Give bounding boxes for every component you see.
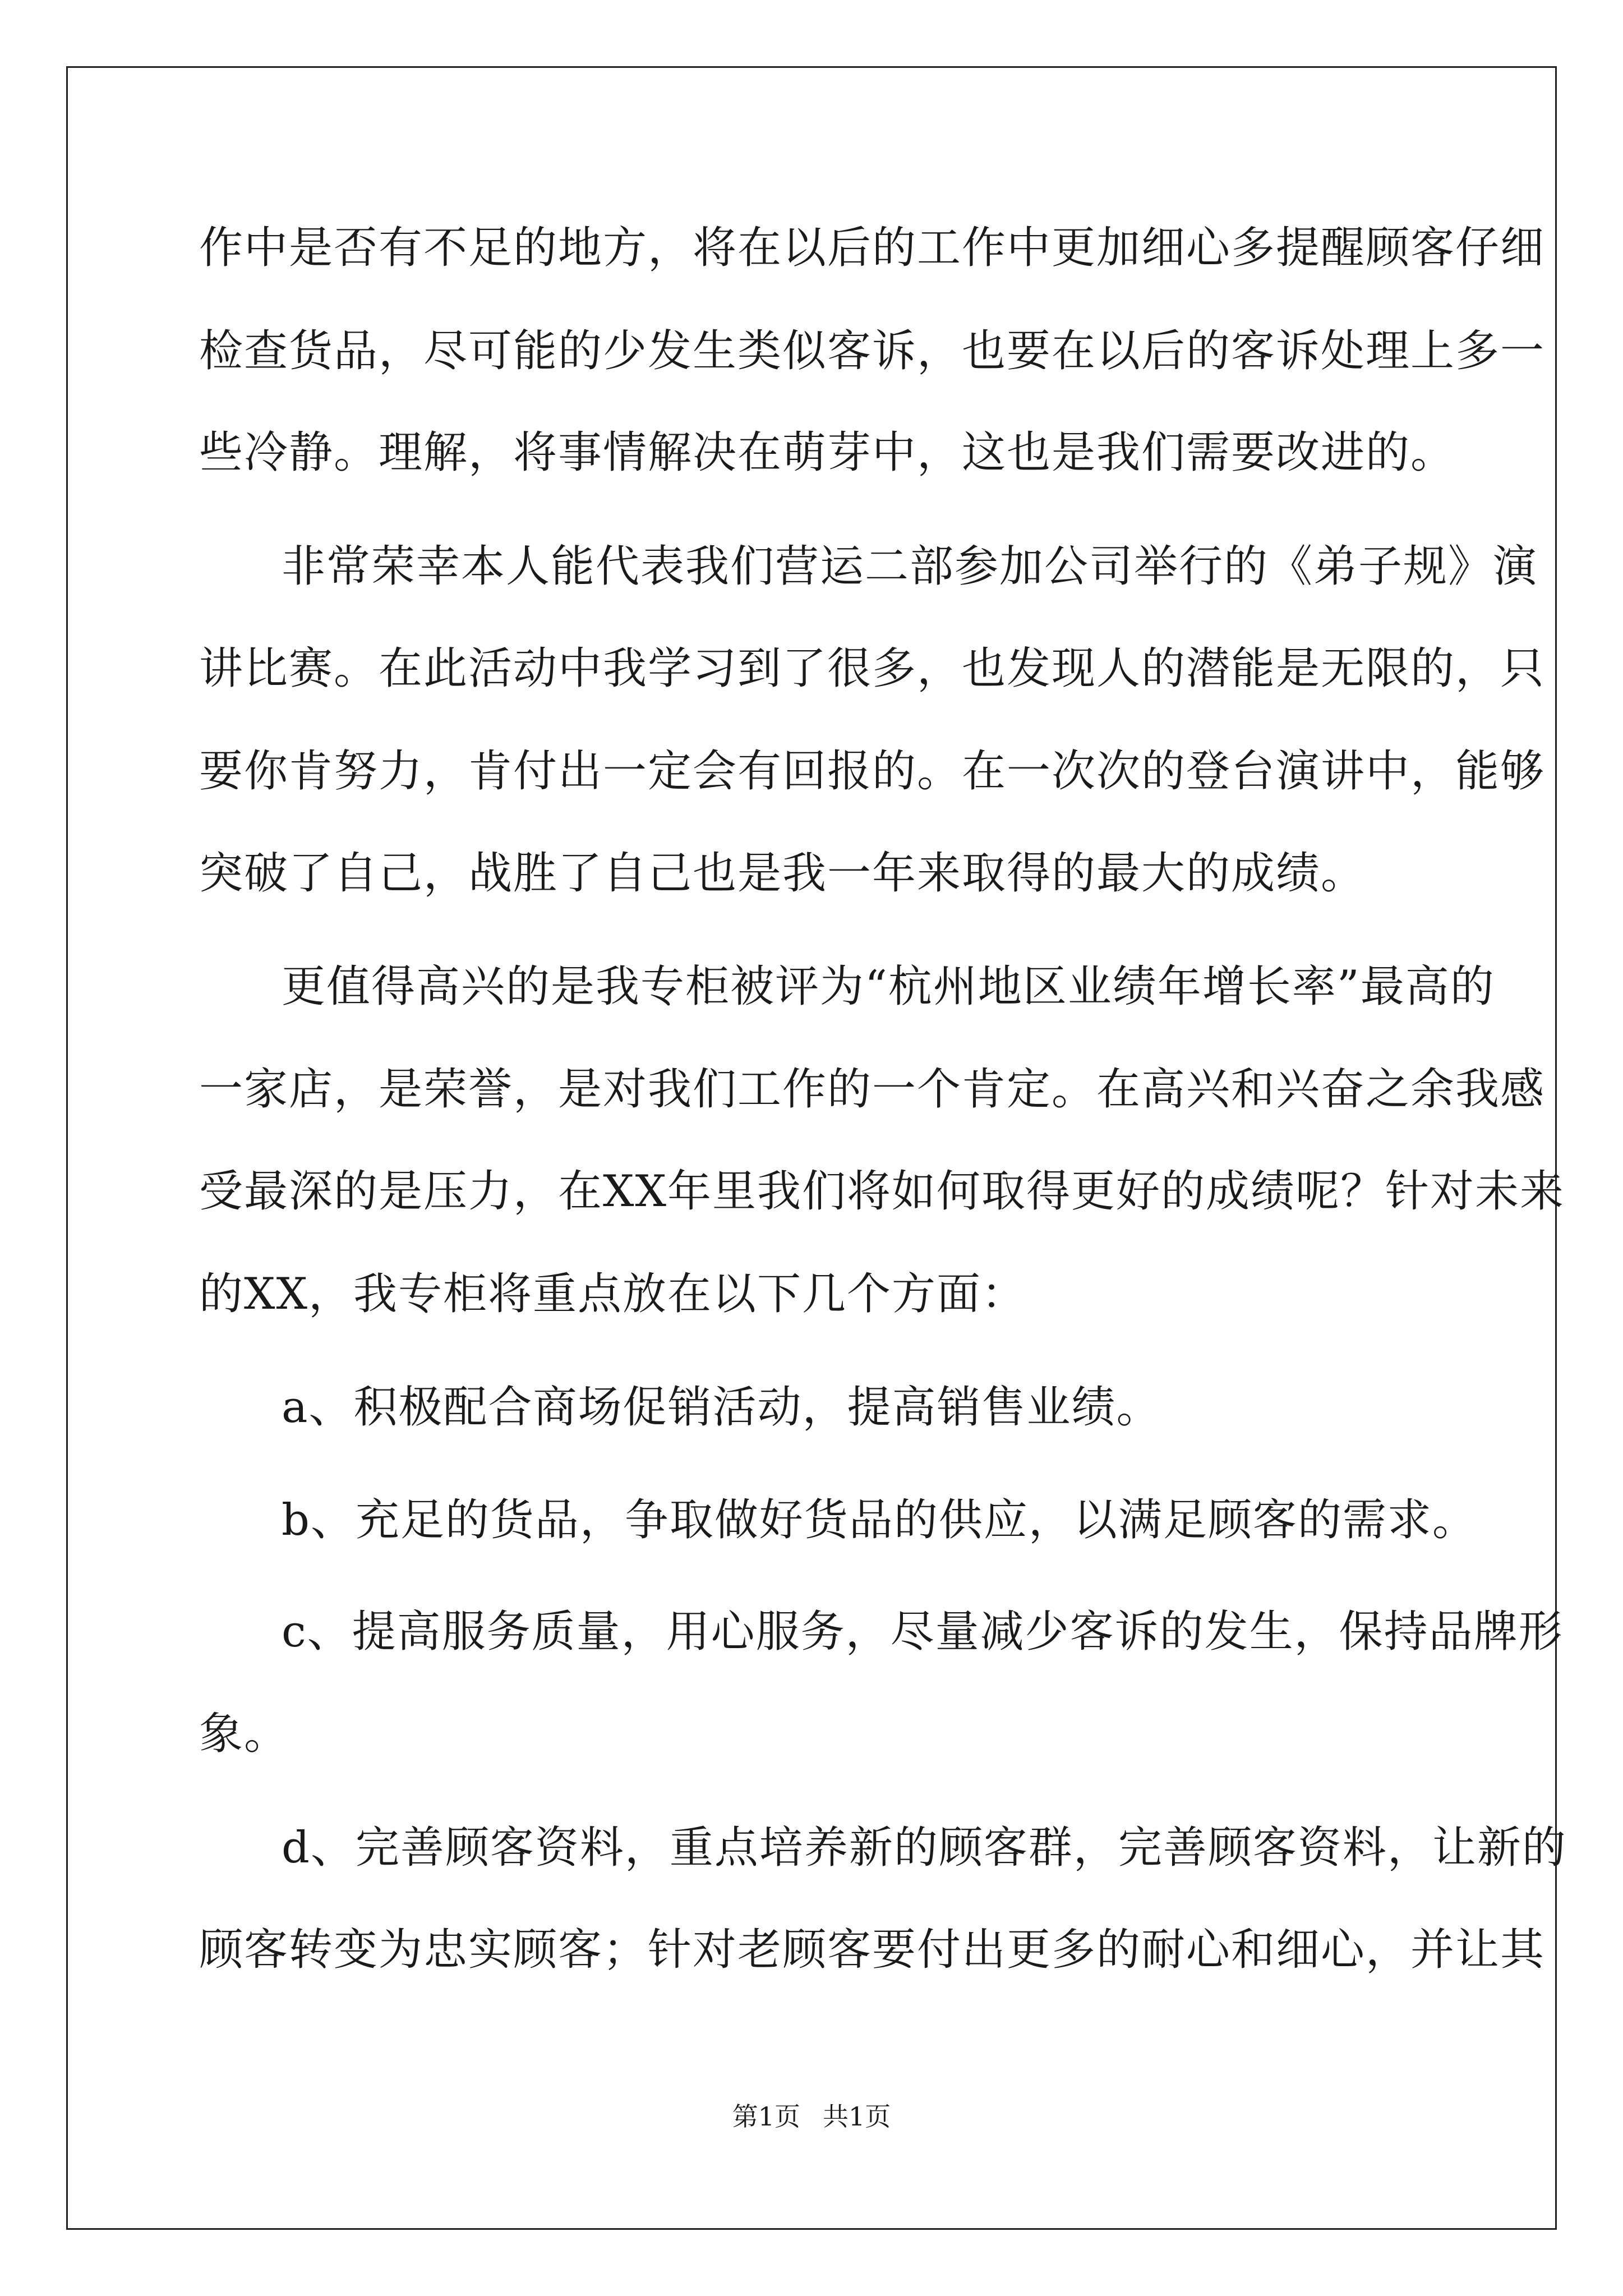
page-total: 共1页	[823, 2101, 891, 2132]
page-number: 第1页	[732, 2101, 800, 2132]
body-line: 的XX，我专柜将重点放在以下几个方面：	[199, 1269, 1027, 1319]
body-line: 些冷静。理解，将事情解决在萌芽中，这也是我们需要改进的。	[199, 427, 1456, 478]
list-item-a: a、积极配合商场促销活动，提高销售业绩。	[282, 1382, 1161, 1433]
body-line: 作中是否有不足的地方，将在以后的工作中更加细心多提醒顾客仔细	[199, 223, 1546, 273]
page-footer	[0, 2100, 1623, 2133]
list-item-c: c、提高服务质量，用心服务，尽量减少客诉的发生，保持品牌形	[282, 1607, 1564, 1657]
body-line: 顾客转变为忠实顾客；针对老顾客要付出更多的耐心和细心，并让其	[199, 1925, 1546, 1975]
body-line: 一家店，是荣誉，是对我们工作的一个肯定。在高兴和兴奋之余我感	[199, 1064, 1546, 1115]
body-line: 讲比赛。在此活动中我学习到了很多，也发现人的潜能是无限的，只	[199, 643, 1546, 694]
body-line: 突破了自己，战胜了自己也是我一年来取得的最大的成绩。	[199, 848, 1366, 899]
paragraph-start-line: 非常荣幸本人能代表我们营运二部参加公司举行的《弟子规》演	[282, 541, 1538, 592]
list-item-d: d、完善顾客资料，重点培养新的顾客群，完善顾客资料，让新的	[282, 1823, 1567, 1873]
paragraph-start-line: 更值得高兴的是我专柜被评为“杭州地区业绩年增长率”最高的	[282, 961, 1495, 1012]
body-line: 受最深的是压力，在XX年里我们将如何取得更好的成绩呢？针对未来	[199, 1166, 1565, 1217]
body-line: 检查货品，尽可能的少发生类似客诉，也要在以后的客诉处理上多一	[199, 326, 1546, 376]
list-item-b: b、充足的货品，争取做好货品的供应，以满足顾客的需求。	[282, 1495, 1477, 1545]
body-line: 要你肯努力，肯付出一定会有回报的。在一次次的登台演讲中，能够	[199, 746, 1546, 797]
page-border	[66, 66, 1567, 2230]
body-line: 象。	[199, 1709, 289, 1759]
